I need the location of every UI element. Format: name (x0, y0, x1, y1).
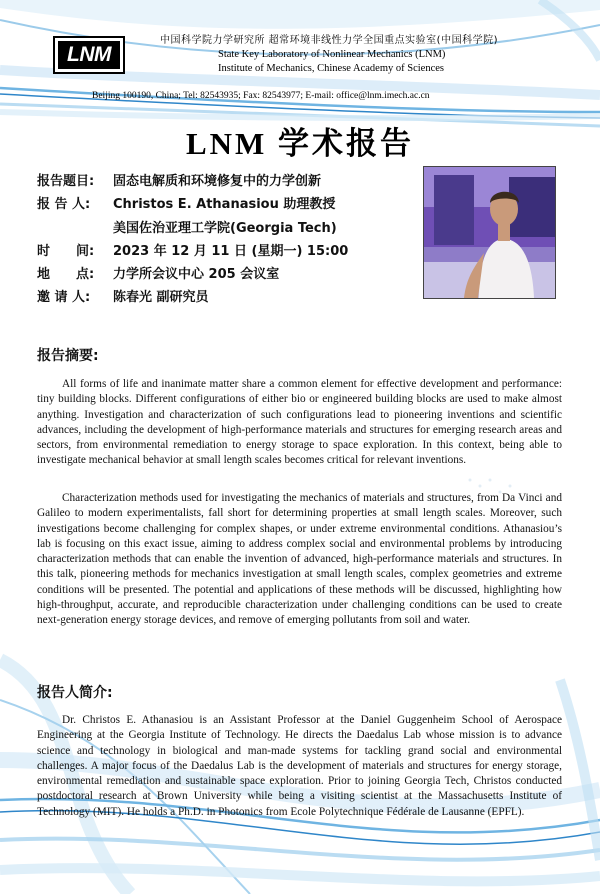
info-row-speaker (37, 193, 336, 216)
talk-info (37, 170, 349, 310)
speaker-photo (423, 166, 556, 299)
speaker-label: 报 告 人: (37, 197, 91, 213)
place-label: 地 点: (37, 267, 95, 283)
page-title: LNM 学术报告 (185, 126, 415, 161)
topic-label: 报告题目: (37, 174, 95, 189)
contact-line: Beijing 100190, China; Tel: 82543935; Fax: 82543977; E-mail: office@lnm.imech.ac.cn (92, 91, 430, 101)
abstract-paragraph-1: All forms of life and inanimate matter share a common element for effective development and performance: tiny building blocks. Different configurations of either bio or engineered building blocks are used to make almost anything. Investigation and characterization of such configurations lead to pioneering inventions and scientific advances, including the development of high-performance materials and structures for emerging research areas and sectors, from environmental remediation to energy storage to space exploration. In this context, being able to investigate mechanical behavior at small length scales becomes critical for relevant inventions. (37, 378, 562, 467)
institute-name-zh: 中国科学院力学研究所 超常环境非线性力学全国重点实验室(中国科学院) (160, 35, 498, 46)
info-row-affiliation (37, 217, 337, 240)
speaker-value: Christos E. Athanasiou 助理教授 (113, 197, 336, 213)
info-row-host (37, 286, 209, 309)
host-value: 陈春光 副研究员 (113, 290, 209, 306)
affiliation-value: 美国佐治亚理工学院(Georgia Tech) (113, 220, 337, 236)
info-row-topic (37, 170, 322, 193)
institute-header (160, 34, 580, 76)
abstract-heading: 报告摘要: (37, 348, 99, 364)
place-value: 力学所会议中心 205 会议室 (113, 267, 280, 283)
bio-paragraph: Dr. Christos E. Athanasiou is an Assistant Professor at the Daniel Guggenheim School of Aerospace Engineering at the Georgia Institute of Technology. He directs the Daedalus Lab whose mission is to advance science and technology in biological and man-made systems for tackling grand social and environmental challenges. A major focus of the Daedalus Lab is the development of materials and structures for energy storage, environmental remediation and sustainable space exploration. Prior to joining Georgia Tech, Christos conducted postdoctoral research at Brown University while being a visiting scientist at the Massachusetts Institute of Technology (MIT). He holds a Ph.D. in Photonics from Ecole Polytechnique Fédérale de Lausanne (EPFL). (37, 714, 562, 818)
info-row-place (37, 263, 280, 286)
lnm-logo (53, 36, 125, 74)
bio-heading: 报告人简介: (37, 685, 113, 701)
abstract-paragraph-2: Characterization methods used for investigating the mechanics of materials and structures, from Da Vinci and Galileo to modern experimentalists, fall short for determining properties at small length scales. Moreover, such investigations become challenging for complex shapes, or under extreme environmental conditions. Athanasiou’s lab is focusing on this exact issue, aiming to address complex social and environmental problems by introducing characterization methods that can enable the invention of advanced, high-performance materials and structures. In this talk, pioneering methods for mechanics investigation at small length scales, complex geometries and extreme conditions will be presented. The potential and applications of these methods will be discussed, highlighting how high-throughput, accurate, and reproducible characterization under challenging conditions can be used to create next-generation energy storage devices, and remove of emerging pollutants from soil and water. (37, 492, 562, 627)
host-label: 邀 请 人: (37, 290, 91, 306)
institute-name-en: Institute of Mechanics, Chinese Academy of Sciences (218, 63, 444, 74)
lab-name-en: State Key Laboratory of Nonlinear Mechanics (LNM) (218, 49, 446, 60)
info-row-time (37, 240, 349, 263)
topic-value: 固态电解质和环境修复中的力学创新 (113, 174, 322, 189)
time-label: 时 间: (37, 243, 95, 259)
time-value: 2023 年 12 月 11 日 (星期一) 15:00 (113, 243, 349, 259)
logo-text: LNM (58, 41, 120, 69)
